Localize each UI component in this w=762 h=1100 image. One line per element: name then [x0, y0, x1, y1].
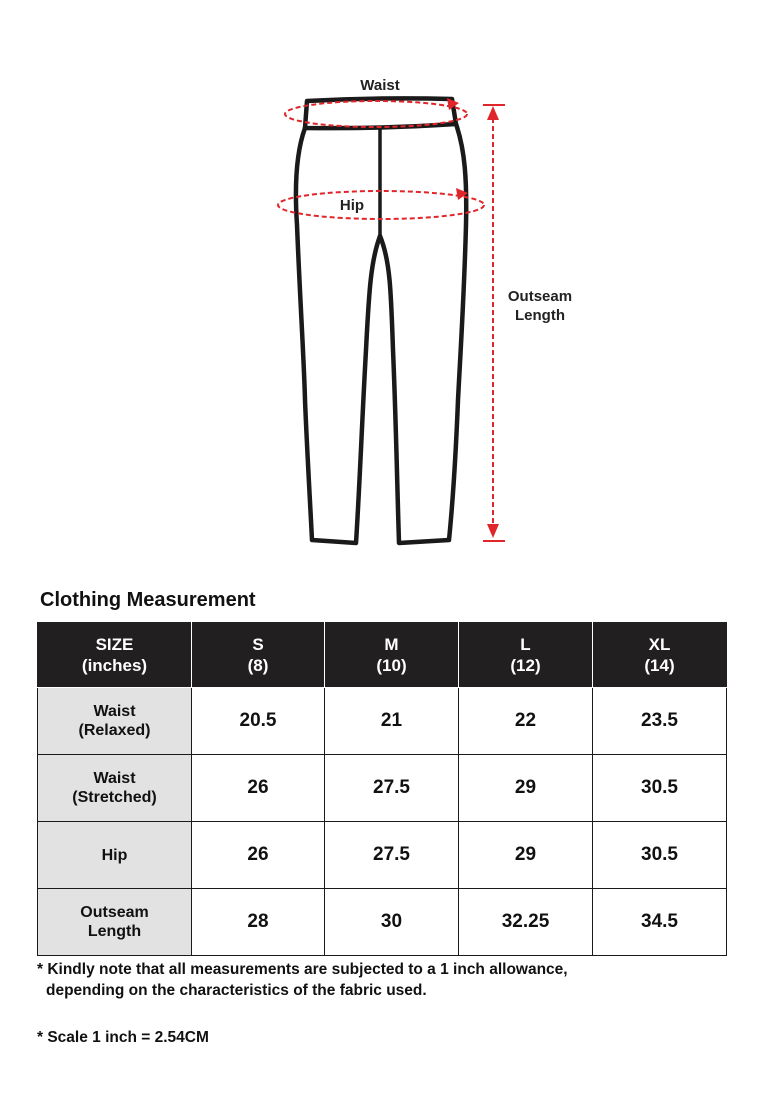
size-header-s: S (8) — [192, 623, 325, 688]
waist-label: Waist — [360, 77, 400, 94]
table-cell: 30.5 — [593, 822, 727, 889]
table-cell: 28 — [192, 889, 325, 956]
row-label-waist-relaxed: Waist (Relaxed) — [38, 688, 192, 755]
size-header-m: M (10) — [325, 623, 459, 688]
size-chart-table — [37, 622, 727, 956]
table-cell: 22 — [459, 688, 593, 755]
row-label-waist-stretched: Waist (Stretched) — [38, 755, 192, 822]
table-cell: 20.5 — [192, 688, 325, 755]
pants-left-leg — [296, 128, 380, 543]
table-row — [38, 755, 727, 822]
table-cell: 29 — [459, 755, 593, 822]
table-cell: 26 — [192, 755, 325, 822]
size-header-cell: SIZE (inches) — [38, 623, 192, 688]
outseam-label-line1: Outseam — [507, 288, 573, 305]
table-cell: 34.5 — [593, 889, 727, 956]
allowance-note-line2: depending on the characteristics of the fabric used. — [46, 982, 427, 999]
size-header-l: L (12) — [459, 623, 593, 688]
pants-outline — [296, 98, 466, 543]
size-header-row — [38, 623, 727, 688]
section-title: Clothing Measurement — [40, 589, 256, 611]
table-cell: 27.5 — [325, 755, 459, 822]
table-cell: 30.5 — [593, 755, 727, 822]
table-cell: 26 — [192, 822, 325, 889]
allowance-note-line1: * Kindly note that all measurements are subjected to a 1 inch allowance, — [37, 961, 568, 978]
outseam-arrow-down-icon — [487, 524, 499, 538]
table-row — [38, 822, 727, 889]
outseam-arrow-up-icon — [487, 106, 499, 120]
size-header-xl: XL (14) — [593, 623, 727, 688]
table-cell: 21 — [325, 688, 459, 755]
table-row — [38, 889, 727, 956]
table-cell: 29 — [459, 822, 593, 889]
table-row — [38, 688, 727, 755]
row-label-outseam-length: Outseam Length — [38, 889, 192, 956]
outseam-label-line2: Length — [515, 307, 565, 324]
row-label-hip: Hip — [38, 822, 192, 889]
pants-right-leg — [380, 124, 466, 543]
hip-label: Hip — [339, 197, 365, 214]
table-cell: 23.5 — [593, 688, 727, 755]
table-cell: 27.5 — [325, 822, 459, 889]
table-cell: 32.25 — [459, 889, 593, 956]
scale-note: * Scale 1 inch = 2.54CM — [37, 1029, 209, 1046]
table-cell: 30 — [325, 889, 459, 956]
